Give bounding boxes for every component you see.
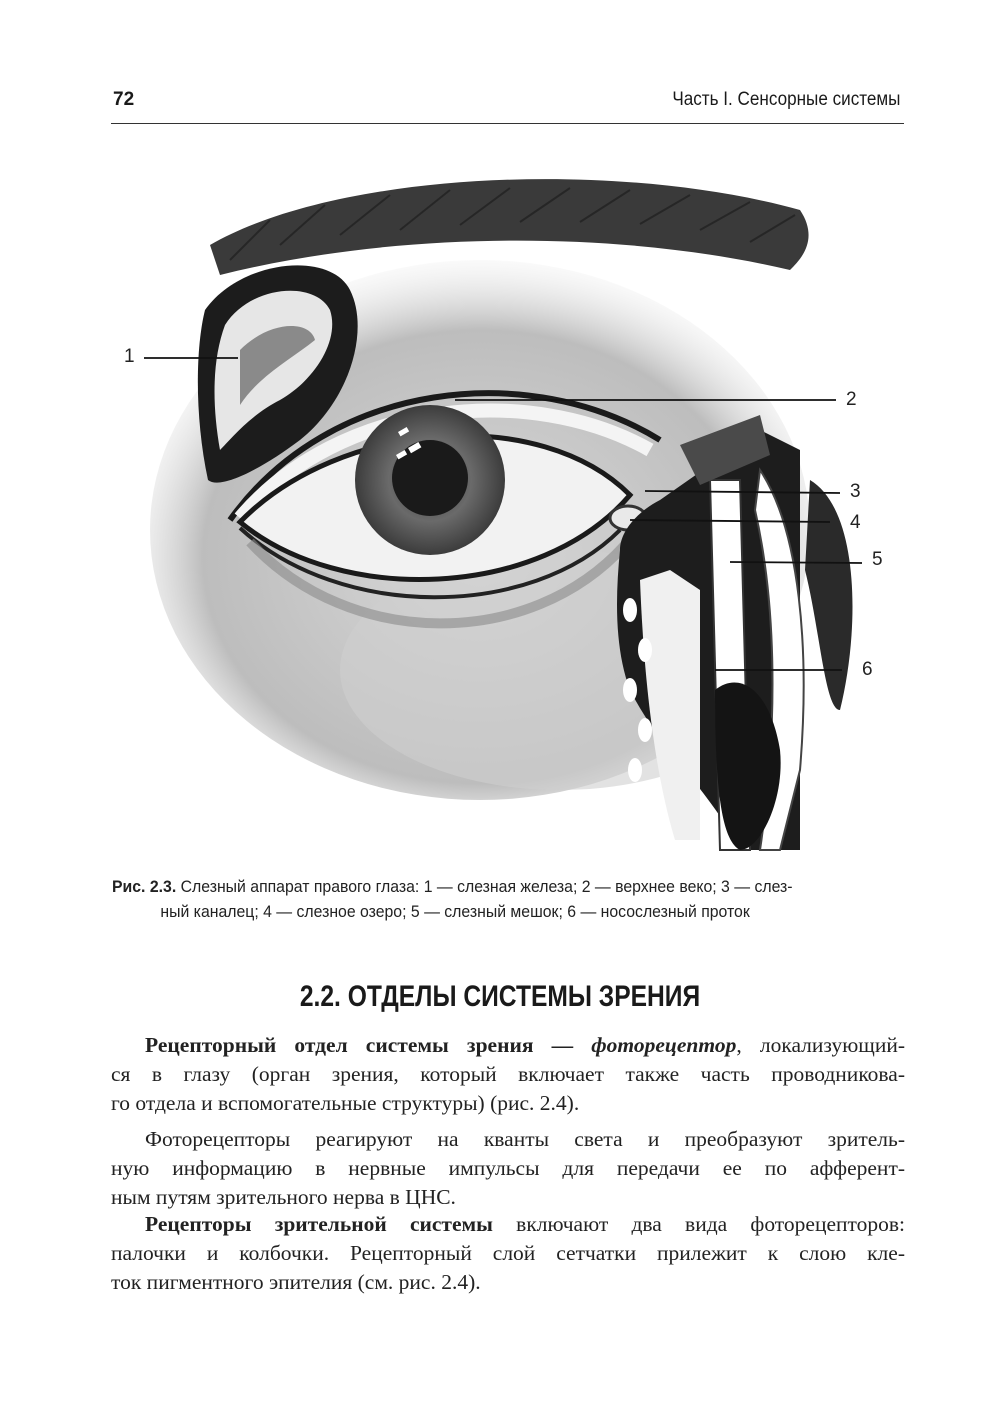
callout-number-1: 1 — [124, 346, 135, 367]
paragraph-1 — [111, 1031, 905, 1118]
leader-line-5 — [730, 562, 862, 563]
p2-line-3: ным путям зрительного нерва в ЦНС. — [111, 1185, 456, 1209]
running-title: Часть I. Сенсорные системы — [671, 89, 900, 110]
p1-line1-rest: , локализующий- — [736, 1033, 905, 1057]
caption-line-2: ный каналец; 4 — слезное озеро; 5 — слезный мешок; 6 — носослезный проток — [160, 902, 750, 921]
section-heading: 2.2. ОТДЕЛЫ СИСТЕМЫ ЗРЕНИЯ — [299, 980, 701, 1013]
caption-label: Рис. 2.3. — [112, 877, 177, 896]
p1-term-photoreceptor: фоторецептор — [591, 1033, 737, 1057]
page-number: 72 — [113, 89, 135, 110]
p1-line-3: го отдела и вспомогательные структуры) (рис. 2.4). — [111, 1091, 580, 1115]
callout-number-3: 3 — [850, 481, 861, 502]
callout-number-6: 6 — [862, 659, 873, 680]
callout-number-5: 5 — [872, 549, 883, 570]
p1-bold-lead: Рецепторный отдел системы зрения — — [145, 1033, 574, 1057]
p3-bold-lead: Рецепторы зрительной системы — [145, 1212, 493, 1236]
p3-line-2: палочки и колбочки. Рецепторный слой сетчатки прилежит к слою кле- — [111, 1241, 905, 1265]
caption-line-1: Слезный аппарат правого глаза: 1 — слезная железа; 2 — верхнее веко; 3 — слез- — [180, 877, 793, 896]
p3-line1-rest: включают два вида фоторецепторов: — [492, 1212, 905, 1236]
p3-line-3: ток пигментного эпителия (см. рис. 2.4). — [111, 1270, 481, 1294]
header-divider — [111, 123, 904, 124]
callout-number-4: 4 — [850, 512, 861, 533]
figure-caption — [112, 874, 904, 924]
eye-drawing — [100, 150, 900, 860]
p1-line-2: ся в глазу (орган зрения, который включает также часть проводникова- — [111, 1062, 905, 1086]
lacrimal-apparatus-illustration — [100, 150, 900, 860]
p2-line-2: ную информацию в нервные импульсы для передачи ее по афферент- — [111, 1156, 905, 1180]
paragraph-3 — [111, 1210, 905, 1297]
paragraph-2 — [111, 1125, 905, 1212]
p2-line-1: Фоторецепторы реагируют на кванты света и преобразуют зритель- — [145, 1127, 905, 1151]
callout-number-2: 2 — [846, 389, 857, 410]
